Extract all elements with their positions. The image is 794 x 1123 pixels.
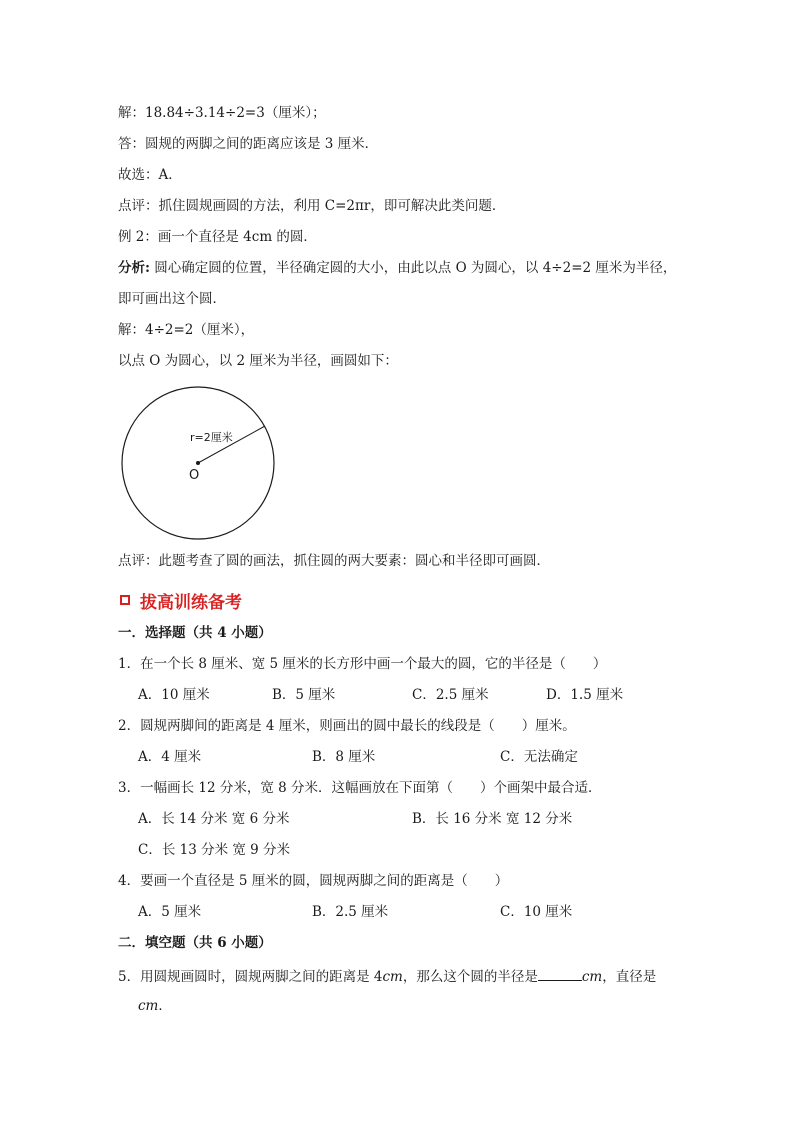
- q2-option-c: C．无法确定: [500, 749, 578, 765]
- example-2-analysis: [118, 259, 676, 277]
- section-title: 拔高训练备考: [140, 592, 242, 613]
- solution-answer-line: 答：圆规的两脚之间的距离应该是 3 厘米．: [118, 136, 379, 152]
- q4-option-b: B．2.5 厘米: [312, 904, 389, 920]
- example-2-title: 例 2：画一个直径是 4cm 的圆．: [118, 229, 317, 245]
- q4-option-a: A．5 厘米: [138, 904, 202, 920]
- q5-blank-radius[interactable]: [538, 966, 582, 981]
- drawing-intro: 以点 O 为圆心，以 2 厘米为半径，画圆如下：: [118, 353, 398, 369]
- section-header: [118, 588, 242, 612]
- question-1: 1．在一个长 8 厘米、宽 5 厘米的长方形中画一个最大的圆，它的半径是（ ）: [118, 656, 607, 672]
- q5-text-1: 5．用圆规画圆时，圆规两脚之间的距离是 4: [118, 969, 383, 985]
- q1-option-c: C．2.5 厘米: [412, 687, 489, 703]
- part-2-heading: 二．填空题（共 6 小题）: [118, 935, 272, 951]
- part-1-heading: 一．选择题（共 4 小题）: [118, 625, 272, 641]
- q5-unit-1: cm: [382, 969, 403, 985]
- q2-option-a: A．4 厘米: [138, 749, 202, 765]
- circle-figure: [118, 383, 283, 543]
- center-point: [196, 461, 200, 465]
- analysis-label: 分析:: [118, 260, 150, 276]
- analysis-text-2: 即可画出这个圆．: [118, 291, 226, 307]
- question-5-line-2: [138, 997, 172, 1015]
- question-2: 2．圆规两脚间的距离是 4 厘米，则画出的圆中最长的线段是（ ）厘米。: [118, 718, 576, 734]
- q5-end: ．: [158, 998, 172, 1014]
- solution-line-1: 解：18.84÷3.14÷2=3（厘米）；: [118, 105, 326, 121]
- q1-option-b: B．5 厘米: [272, 687, 336, 703]
- q3-option-c: C．长 13 分米 宽 9 分米: [138, 842, 291, 858]
- center-label: O: [189, 468, 200, 483]
- question-3: 3．一幅画长 12 分米，宽 8 分米．这幅画放在下面第（ ）个画架中最合适．: [118, 780, 602, 796]
- section-box-icon: [120, 595, 130, 605]
- radius-label: r=2厘米: [190, 431, 233, 444]
- q5-unit-3: cm: [138, 998, 159, 1014]
- example-2-comment: 点评：此题考查了圆的画法，抓住圆的两大要素：圆心和半径即可画圆．: [118, 553, 550, 569]
- q5-text-2: ，那么这个圆的半径是: [402, 969, 538, 985]
- q2-option-b: B．8 厘米: [312, 749, 376, 765]
- q3-option-a: A．长 14 分米 宽 6 分米: [138, 811, 290, 827]
- q5-text-3: ，直径是: [602, 969, 657, 985]
- q3-option-b: B．长 16 分米 宽 12 分米: [412, 811, 573, 827]
- q1-option-a: A．10 厘米: [138, 687, 210, 703]
- question-5-line-1: [118, 966, 656, 986]
- question-4: 4．要画一个直径是 5 厘米的圆，圆规两脚之间的距离是（ ）: [118, 873, 509, 889]
- solution-choice-line: 故选：A．: [118, 167, 182, 183]
- example-2-solution: 解：4÷2=2（厘米），: [118, 322, 255, 338]
- q5-unit-2: cm: [581, 969, 603, 985]
- q1-option-d: D．1.5 厘米: [546, 687, 624, 703]
- analysis-text-1: 圆心确定圆的位置，半径确定圆的大小，由此以点 O 为圆心，以 4÷2=2 厘米为半径，: [149, 260, 677, 276]
- solution-comment-line: 点评：抓住圆规画圆的方法，利用 C=2πr，即可解决此类问题．: [118, 198, 506, 214]
- q4-option-c: C．10 厘米: [500, 904, 573, 920]
